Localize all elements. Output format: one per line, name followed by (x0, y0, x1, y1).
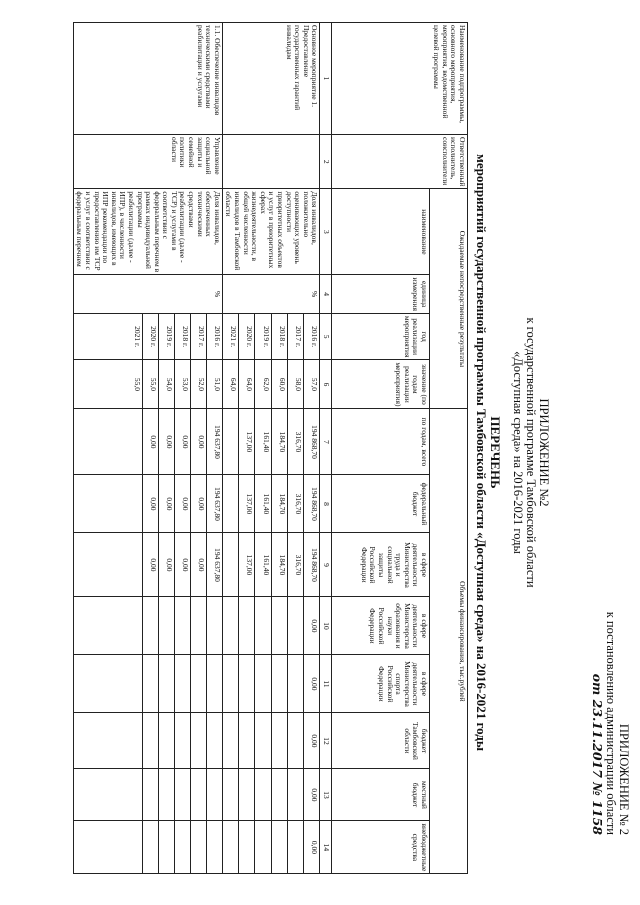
value-cell: 52,0 (190, 360, 206, 409)
federal-sport-cell (174, 655, 190, 713)
federal-education-cell (206, 597, 222, 655)
result-name-cell: Доля инвалидов, обеспеченных техническими средствами реабилитации (далее - ТСР) и услугами в соответствии с федеральным перечнем в рамках индивидуальной программы реабилитации (далее - ИПР), в численности инвалидов, имеющих в ИПР рекомендации по предоставлению им ТСР и услуг в соответствии с федеральным перечнем (73, 189, 222, 275)
local-cell (222, 769, 238, 821)
year-cell: 2019 г. (158, 313, 174, 360)
federal-education-cell: 0,00 (304, 597, 320, 655)
column-number: 2 (320, 135, 332, 189)
local-cell (287, 769, 303, 821)
federal-labor-cell: 0,00 (174, 533, 190, 597)
federal-labor-cell: 137,00 (239, 533, 255, 597)
federal-education-cell (158, 597, 174, 655)
local-cell (73, 769, 142, 821)
year-cell: 2016 г. (206, 313, 222, 360)
federal-education-cell (222, 597, 238, 655)
year-cell: 2019 г. (255, 313, 271, 360)
table-row (304, 23, 320, 874)
table-body (73, 23, 320, 874)
total-cell (73, 409, 142, 475)
federal-education-cell (142, 597, 158, 655)
total-cell: 161,40 (255, 409, 271, 475)
extrabudget-cell (206, 821, 222, 874)
federal-education-cell (287, 597, 303, 655)
federal-labor-cell: 316,70 (287, 533, 303, 597)
total-cell: 137,00 (239, 409, 255, 475)
extrabudget-cell (287, 821, 303, 874)
result-name-cell: Доля инвалидов, положительно оценивающих уровень доступности приоритетных объектов и услуг в приоритетных сферах жизнедеятельности, в общей численности инвалидов в Тамбовской области (222, 189, 320, 275)
federal-labor-cell: 0,00 (158, 533, 174, 597)
column-number: 7 (320, 409, 332, 475)
year-cell: 2020 г. (239, 313, 255, 360)
federal-cell (222, 475, 238, 533)
title-subtitle: мероприятий государственной программы Тамбовской области «Доступная среда» на 2016-2021 годы (474, 154, 489, 751)
header-federal: федеральный бюджет (332, 475, 430, 533)
local-cell (239, 769, 255, 821)
extrabudget-cell (142, 821, 158, 874)
value-cell: 62,0 (255, 360, 271, 409)
federal-education-cell (239, 597, 255, 655)
unit-cell: % (222, 275, 320, 314)
column-number: 11 (320, 655, 332, 713)
measure-name-cell: 1.1. Обеспечение инвалидов техническими средствами реабилитации и услугами (73, 23, 222, 135)
local-cell (174, 769, 190, 821)
program-header (511, 0, 550, 905)
header-expected-results: Ожидаемые непосредственные результаты (430, 189, 468, 409)
year-cell: 2018 г. (174, 313, 190, 360)
header-federal-education: в сфере деятельности Министерства образования и науки Российской Федерации (332, 597, 430, 655)
resolution-reference: от 23.11.2017 № 1158 (590, 673, 605, 835)
total-cell: 316,70 (287, 409, 303, 475)
value-cell: 60,0 (271, 360, 287, 409)
federal-cell: 0,00 (142, 475, 158, 533)
federal-cell: 194 637,80 (206, 475, 222, 533)
extrabudget-cell (174, 821, 190, 874)
local-cell: 0,00 (304, 769, 320, 821)
regional-cell (174, 713, 190, 769)
federal-labor-cell: 194 868,70 (304, 533, 320, 597)
total-cell: 0,00 (174, 409, 190, 475)
federal-cell (73, 475, 142, 533)
federal-sport-cell (255, 655, 271, 713)
column-numbers-row (320, 23, 332, 874)
local-cell (142, 769, 158, 821)
total-cell: 0,00 (142, 409, 158, 475)
resolution-line: к постановлению администрации области (604, 611, 618, 835)
extrabudget-cell (190, 821, 206, 874)
column-number: 13 (320, 769, 332, 821)
federal-sport-cell (222, 655, 238, 713)
total-cell: 194 637,80 (206, 409, 222, 475)
year-cell: 2016 г. (304, 313, 320, 360)
regional-cell (271, 713, 287, 769)
federal-sport-cell (190, 655, 206, 713)
column-number: 6 (320, 360, 332, 409)
federal-labor-cell: 161,40 (255, 533, 271, 597)
value-cell: 55,0 (73, 360, 142, 409)
program-line: к государственной программе Тамбовской области (524, 317, 538, 588)
column-number: 5 (320, 313, 332, 360)
column-number: 3 (320, 189, 332, 275)
federal-education-cell (73, 597, 142, 655)
total-cell: 184,70 (271, 409, 287, 475)
year-cell: 2017 г. (287, 313, 303, 360)
federal-cell: 161,40 (255, 475, 271, 533)
extrabudget-cell (73, 821, 142, 874)
header-federal-sport: в сфере деятельности Министерства спорта Российской Федерации (332, 655, 430, 713)
column-number: 4 (320, 275, 332, 314)
program-name: «Доступная среда» на 2016-2021 годы (511, 351, 525, 554)
extrabudget-cell (222, 821, 238, 874)
federal-education-cell (271, 597, 287, 655)
federal-cell: 0,00 (190, 475, 206, 533)
extrabudget-cell (271, 821, 287, 874)
regional-cell (206, 713, 222, 769)
federal-cell: 0,00 (158, 475, 174, 533)
header-measure-name: Наименование подпрограммы, основного мероприятия, мероприятия, ведомственной целевой программы (332, 23, 468, 135)
executor-cell (222, 135, 320, 189)
local-cell (158, 769, 174, 821)
year-cell: 2018 г. (271, 313, 287, 360)
federal-cell: 194 868,70 (304, 475, 320, 533)
unit-cell: % (73, 275, 222, 314)
value-cell: 57,0 (304, 360, 320, 409)
regional-cell: 0,00 (304, 713, 320, 769)
header-executor: Ответственный исполнитель, соисполнители (332, 135, 468, 189)
total-cell (222, 409, 238, 475)
value-cell: 53,0 (174, 360, 190, 409)
federal-education-cell (190, 597, 206, 655)
federal-sport-cell (239, 655, 255, 713)
total-cell: 0,00 (190, 409, 206, 475)
header-local: местный бюджет (332, 769, 430, 821)
appendix-number: ПРИЛОЖЕНИЕ № 2 (617, 723, 631, 835)
federal-sport-cell (142, 655, 158, 713)
federal-education-cell (174, 597, 190, 655)
local-cell (255, 769, 271, 821)
regional-cell (142, 713, 158, 769)
title-heading: ПЕРЕЧЕНЬ (488, 416, 503, 489)
federal-labor-cell: 194 637,80 (206, 533, 222, 597)
regional-cell (222, 713, 238, 769)
regional-cell (158, 713, 174, 769)
year-cell: 2020 г. (142, 313, 158, 360)
federal-labor-cell: 0,00 (142, 533, 158, 597)
measure-name-cell: Основное мероприятие 1. Предоставление государственных гарантий инвалидам (222, 23, 320, 135)
federal-labor-cell (222, 533, 238, 597)
value-cell: 64,0 (239, 360, 255, 409)
column-number: 14 (320, 821, 332, 874)
header-value: значение (по годам реализации мероприятия) (332, 360, 430, 409)
federal-labor-cell: 0,00 (190, 533, 206, 597)
federal-labor-cell (73, 533, 142, 597)
federal-labor-cell: 184,70 (271, 533, 287, 597)
column-number: 8 (320, 475, 332, 533)
local-cell (271, 769, 287, 821)
header-federal-labor: в сфере деятельности Министерства труда и социальной защиты Российской Федерации (332, 533, 430, 597)
extrabudget-cell: 0,00 (304, 821, 320, 874)
regional-cell (239, 713, 255, 769)
federal-cell: 0,00 (174, 475, 190, 533)
regional-cell (255, 713, 271, 769)
total-cell: 0,00 (158, 409, 174, 475)
federal-sport-cell (271, 655, 287, 713)
local-cell (190, 769, 206, 821)
local-cell (206, 769, 222, 821)
year-cell: 2021 г. (73, 313, 142, 360)
value-cell: 64,0 (222, 360, 238, 409)
column-number: 1 (320, 23, 332, 135)
extrabudget-cell (255, 821, 271, 874)
header-year: год реализации мероприятия (332, 313, 430, 360)
year-cell: 2017 г. (190, 313, 206, 360)
federal-cell: 137,00 (239, 475, 255, 533)
federal-sport-cell: 0,00 (304, 655, 320, 713)
header-result-name: наименование (332, 189, 430, 275)
regional-cell (73, 713, 142, 769)
measures-table (73, 22, 468, 874)
value-cell: 54,0 (158, 360, 174, 409)
total-cell: 194 868,70 (304, 409, 320, 475)
regional-cell (287, 713, 303, 769)
federal-cell: 316,70 (287, 475, 303, 533)
appendix-2-label: ПРИЛОЖЕНИЕ №2 (537, 398, 551, 507)
header-extrabudget: внебюджетные средства (332, 821, 430, 874)
header-regional: бюджет Тамбовской области (332, 713, 430, 769)
column-number: 9 (320, 533, 332, 597)
column-number: 10 (320, 597, 332, 655)
header-unit: единица измерения (332, 275, 430, 314)
document-title (474, 0, 502, 905)
year-cell: 2021 г. (222, 313, 238, 360)
regional-cell (190, 713, 206, 769)
value-cell: 51,0 (206, 360, 222, 409)
federal-sport-cell (158, 655, 174, 713)
column-number: 12 (320, 713, 332, 769)
federal-education-cell (255, 597, 271, 655)
executor-cell: Управление социальной защиты и семейной политики области (73, 135, 222, 189)
table-row (206, 23, 222, 874)
extrabudget-cell (158, 821, 174, 874)
value-cell: 58,0 (287, 360, 303, 409)
header-total: по годам, всего (332, 409, 430, 475)
federal-sport-cell (73, 655, 142, 713)
value-cell: 55,0 (142, 360, 158, 409)
header-funding: Объемы финансирования, тыс.рублей (430, 409, 468, 874)
appendix-header (591, 612, 630, 835)
federal-sport-cell (287, 655, 303, 713)
extrabudget-cell (239, 821, 255, 874)
federal-cell: 184,70 (271, 475, 287, 533)
federal-sport-cell (206, 655, 222, 713)
